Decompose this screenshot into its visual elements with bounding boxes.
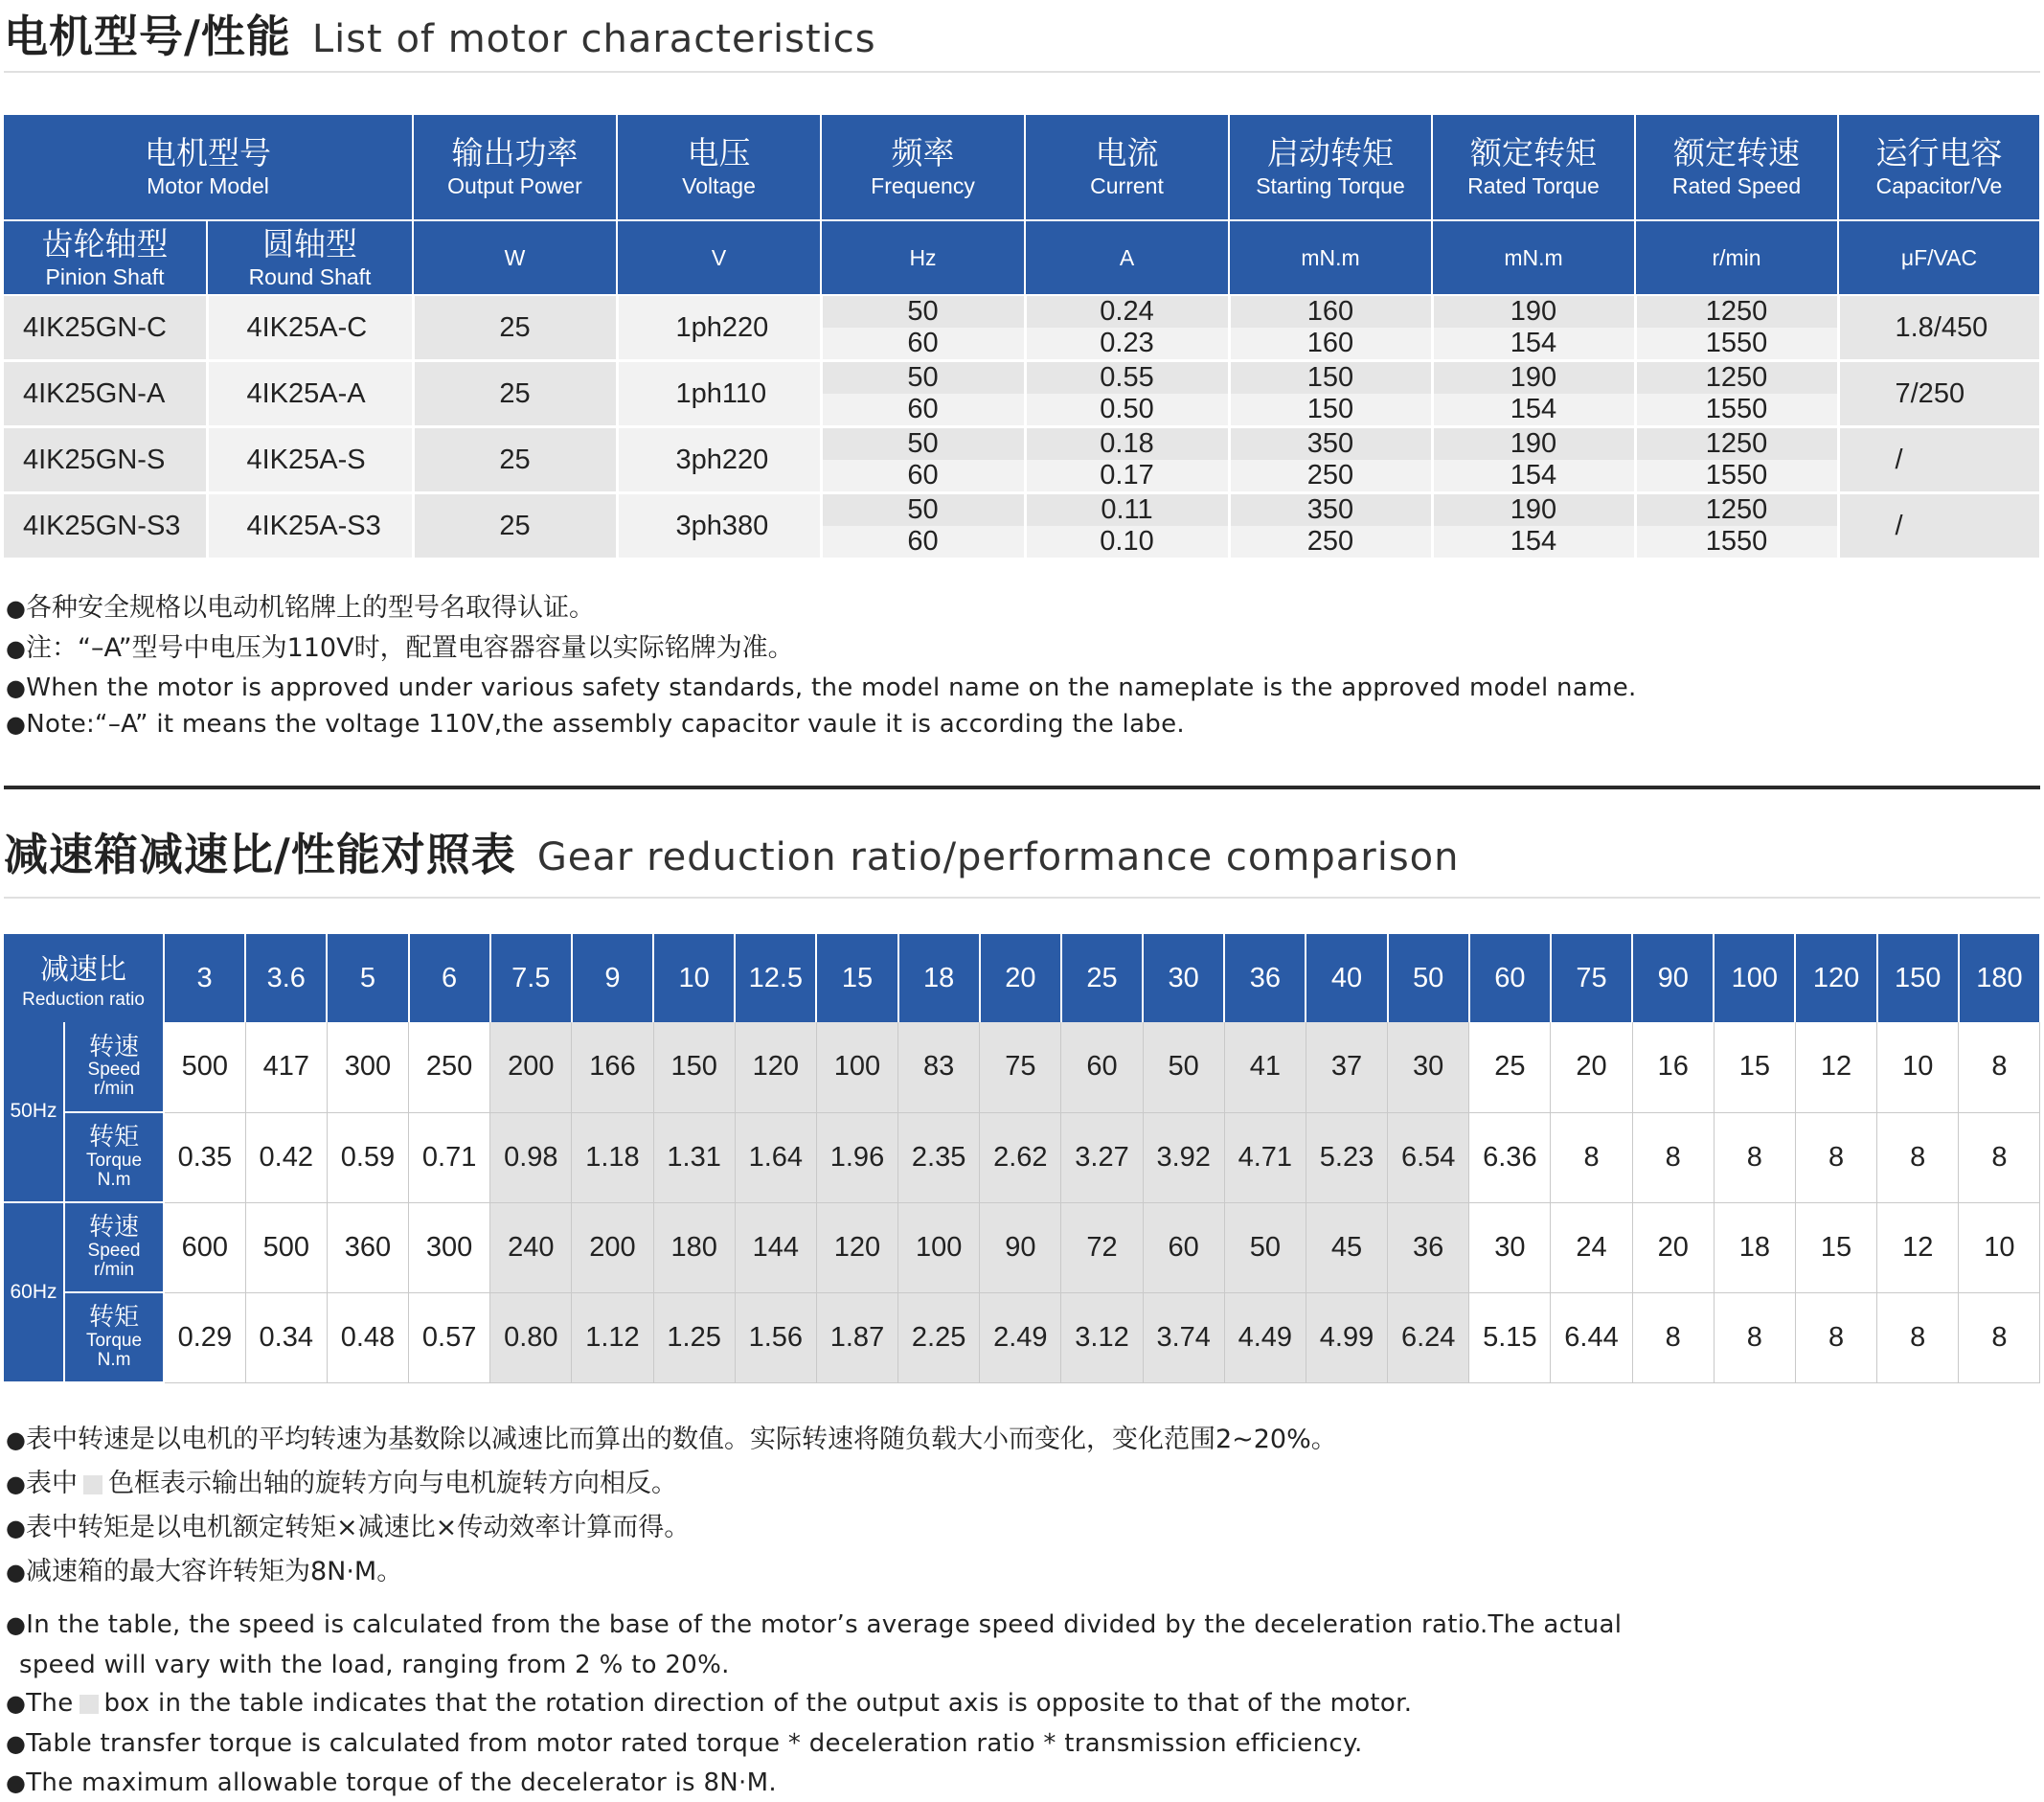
ratio-header: 25	[1061, 934, 1143, 1022]
speed-label	[64, 1022, 164, 1112]
torque-value: 4.99	[1306, 1292, 1387, 1382]
torque-value: 0.57	[409, 1292, 490, 1382]
unit-cell: A	[1025, 220, 1229, 295]
subheader-label-en: Round Shaft	[248, 263, 372, 289]
section2-title-zh: 减速箱减速比/性能对照表	[4, 829, 516, 880]
speed-value: 120	[735, 1022, 816, 1112]
frequency-label: 50Hz	[4, 1022, 64, 1202]
note-zh	[6, 627, 794, 664]
subheader-label-en: Pinion Shaft	[45, 263, 165, 289]
note-text: The	[26, 1689, 74, 1718]
torque-value: 8	[1632, 1292, 1714, 1382]
voltage: 1ph220	[617, 295, 821, 361]
gear-row-50hz-speed	[4, 1022, 2040, 1112]
torque-value: 3.74	[1143, 1292, 1224, 1382]
starting-torque: 150	[1229, 394, 1432, 427]
label-en: Torque	[85, 1150, 143, 1171]
torque-value: 1.31	[653, 1112, 735, 1202]
speed-value: 30	[1469, 1202, 1551, 1292]
speed-value: 83	[898, 1022, 980, 1112]
section2-divider	[4, 897, 2040, 899]
note-text: The maximum allowable torque of the decelerator is 8N·M.	[26, 1768, 777, 1797]
speed-value: 166	[572, 1022, 653, 1112]
torque-value: 8	[1551, 1112, 1632, 1202]
header-label-en: Capacitor/Ve	[1875, 173, 2003, 199]
rated-torque: 190	[1432, 361, 1635, 395]
speed-value: 12	[1877, 1202, 1959, 1292]
speed-value: 10	[1877, 1022, 1959, 1112]
frequency: 60	[821, 460, 1025, 493]
torque-value: 0.48	[327, 1292, 408, 1382]
section1-title-en: List of motor characteristics	[311, 17, 876, 61]
speed-value: 36	[1388, 1202, 1469, 1292]
rated-torque: 190	[1432, 493, 1635, 527]
unit-cell: Hz	[821, 220, 1025, 295]
pinion-shaft-model: 4IK25GN-A	[4, 361, 207, 427]
header-label-zh: 启动转矩	[1267, 134, 1394, 172]
label-unit: r/min	[93, 1259, 135, 1280]
starting-torque: 350	[1229, 493, 1432, 527]
torque-value: 2.25	[898, 1292, 980, 1382]
note-text: In the table, the speed is calculated from the base of the motor’s average speed divided by the deceleration ratio.The actual	[26, 1610, 1623, 1639]
torque-value: 8	[1714, 1292, 1795, 1382]
ratio-header: 50	[1388, 934, 1469, 1022]
bullet-icon: ●	[6, 1471, 26, 1497]
frequency: 50	[821, 427, 1025, 461]
speed-value: 300	[327, 1022, 408, 1112]
ratio-header: 40	[1306, 934, 1387, 1022]
capacitor: /	[1838, 493, 2040, 559]
torque-value: 1.12	[572, 1292, 653, 1382]
ratio-header: 75	[1551, 934, 1632, 1022]
output-power: 25	[413, 427, 617, 493]
torque-value: 3.12	[1061, 1292, 1143, 1382]
frequency: 60	[821, 328, 1025, 361]
header-label-zh: 输出功率	[451, 134, 579, 172]
ratio-header: 7.5	[490, 934, 572, 1022]
ratio-header: 150	[1877, 934, 1959, 1022]
motor-row	[4, 361, 2040, 395]
header-label-en: Voltage	[682, 173, 756, 199]
speed-value: 16	[1632, 1022, 1714, 1112]
section-divider	[4, 786, 2040, 789]
speed-value: 41	[1224, 1022, 1306, 1112]
torque-value: 3.27	[1061, 1112, 1143, 1202]
unit-cell: mN.m	[1229, 220, 1432, 295]
header-label-en: Motor Model	[147, 173, 269, 199]
speed-value: 300	[409, 1202, 490, 1292]
bullet-icon: ●	[6, 1611, 27, 1638]
speed-value: 600	[164, 1202, 245, 1292]
current: 0.10	[1025, 526, 1229, 559]
voltage: 1ph110	[617, 361, 821, 427]
rated-torque: 154	[1432, 394, 1635, 427]
gray-box-swatch	[79, 1695, 99, 1714]
torque-value: 0.59	[327, 1112, 408, 1202]
output-power: 25	[413, 361, 617, 427]
note-text: box in the table indicates that the rotation direction of the output axis is opposite to that of the motor.	[103, 1689, 1413, 1718]
section2-title-en: Gear reduction ratio/performance comparison	[536, 835, 1460, 879]
unit-cell: r/min	[1635, 220, 1838, 295]
note-en	[6, 1610, 1622, 1639]
speed-value: 12	[1795, 1022, 1876, 1112]
header-output-power	[413, 115, 617, 220]
speed-value: 10	[1959, 1202, 2040, 1292]
unit-cell: V	[617, 220, 821, 295]
rated-torque: 190	[1432, 295, 1635, 328]
rated-speed: 1250	[1635, 427, 1838, 461]
label-unit: N.m	[97, 1349, 131, 1370]
rated-torque: 154	[1432, 328, 1635, 361]
header-label-en: Reduction ratio	[22, 990, 145, 1010]
torque-value: 0.34	[245, 1292, 327, 1382]
torque-value: 6.36	[1469, 1112, 1551, 1202]
torque-value: 0.98	[490, 1112, 572, 1202]
ratio-header: 120	[1795, 934, 1876, 1022]
torque-value: 1.64	[735, 1112, 816, 1202]
speed-value: 25	[1469, 1022, 1551, 1112]
note-en	[6, 710, 1185, 739]
speed-value: 20	[1551, 1022, 1632, 1112]
speed-value: 200	[490, 1022, 572, 1112]
round-shaft-model: 4IK25A-S	[207, 427, 413, 493]
section2-title	[4, 820, 1459, 883]
starting-torque: 150	[1229, 361, 1432, 395]
torque-value: 6.54	[1388, 1112, 1469, 1202]
label-zh: 转速	[89, 1213, 140, 1243]
subheader-label-zh: 齿轮轴型	[41, 224, 169, 262]
torque-value: 8	[1959, 1112, 2040, 1202]
header-current	[1025, 115, 1229, 220]
header-label-en: Rated Speed	[1671, 173, 1802, 199]
rated-speed: 1250	[1635, 361, 1838, 395]
torque-value: 1.96	[816, 1112, 897, 1202]
bullet-icon: ●	[6, 635, 26, 662]
rated-speed: 1550	[1635, 328, 1838, 361]
speed-value: 30	[1388, 1022, 1469, 1112]
bullet-icon: ●	[6, 674, 27, 701]
header-label-en: Starting Torque	[1256, 173, 1405, 199]
header-label-en: Output Power	[447, 173, 582, 199]
pinion-shaft-model: 4IK25GN-C	[4, 295, 207, 361]
speed-value: 72	[1061, 1202, 1143, 1292]
current: 0.24	[1025, 295, 1229, 328]
ratio-header: 9	[572, 934, 653, 1022]
note-text: 各种安全规格以电动机铭牌上的型号名取得认证。	[25, 593, 595, 623]
bullet-icon: ●	[6, 1559, 26, 1585]
gear-ratio-table	[4, 934, 2041, 1383]
output-power: 25	[413, 295, 617, 361]
note-text: Table transfer torque is calculated from motor rated torque * deceleration ratio * transmission efficiency.	[26, 1729, 1363, 1758]
speed-value: 144	[735, 1202, 816, 1292]
header-label-zh: 电压	[687, 134, 751, 172]
torque-value: 8	[1714, 1112, 1795, 1202]
speed-value: 180	[653, 1202, 735, 1292]
ratio-header: 30	[1143, 934, 1224, 1022]
voltage: 3ph220	[617, 427, 821, 493]
ratio-header: 6	[409, 934, 490, 1022]
frequency: 50	[821, 295, 1025, 328]
capacitor: /	[1838, 427, 2040, 493]
gear-row-60hz-speed	[4, 1202, 2040, 1292]
unit-cell: mN.m	[1432, 220, 1635, 295]
note-text: When the motor is approved under various safety standards, the model name on the nameplate is the approved model name.	[26, 673, 1637, 702]
starting-torque: 250	[1229, 460, 1432, 493]
rated-torque: 154	[1432, 460, 1635, 493]
label-unit: N.m	[97, 1169, 131, 1190]
motor-row	[4, 427, 2040, 461]
section1-divider	[4, 71, 2040, 73]
speed-value: 240	[490, 1202, 572, 1292]
speed-value: 200	[572, 1202, 653, 1292]
note-text: 表中	[25, 1469, 78, 1498]
note-zh	[6, 1418, 1337, 1455]
torque-value: 4.49	[1224, 1292, 1306, 1382]
torque-value: 1.25	[653, 1292, 735, 1382]
speed-value: 24	[1551, 1202, 1632, 1292]
header-label-zh: 电机型号	[145, 134, 271, 172]
frequency-label: 60Hz	[4, 1202, 64, 1382]
torque-value: 2.49	[980, 1292, 1061, 1382]
torque-label	[64, 1292, 164, 1382]
note-en	[6, 673, 1637, 702]
header-voltage	[617, 115, 821, 220]
ratio-header: 10	[653, 934, 735, 1022]
current: 0.55	[1025, 361, 1229, 395]
frequency: 50	[821, 493, 1025, 527]
frequency: 60	[821, 394, 1025, 427]
note-text: Note:“–A” it means the voltage 110V,the assembly capacitor vaule it is according the labe.	[26, 710, 1185, 739]
ratio-header: 18	[898, 934, 980, 1022]
label-zh: 转矩	[89, 1303, 140, 1333]
pinion-shaft-model: 4IK25GN-S3	[4, 493, 207, 559]
header-label-en: Current	[1090, 173, 1164, 199]
header-rated-speed	[1635, 115, 1838, 220]
starting-torque: 160	[1229, 328, 1432, 361]
rated-torque: 154	[1432, 526, 1635, 559]
ratio-header: 5	[327, 934, 408, 1022]
subheader-pinion-shaft	[4, 220, 207, 295]
label-en: Torque	[85, 1330, 143, 1351]
header-label-zh: 频率	[891, 134, 955, 172]
label-unit: r/min	[93, 1079, 135, 1100]
torque-value: 4.71	[1224, 1112, 1306, 1202]
header-label-en: Frequency	[871, 173, 975, 199]
note-text: 注：“–A”型号中电压为110V时，配置电容器容量以实际铭牌为准。	[25, 633, 794, 663]
speed-value: 45	[1306, 1202, 1387, 1292]
speed-value: 15	[1714, 1022, 1795, 1112]
unit-cell: μF/VAC	[1838, 220, 2040, 295]
note-en-continued: speed will vary with the load, ranging from 2 % to 20%.	[19, 1651, 730, 1679]
header-label-zh: 电流	[1095, 134, 1159, 172]
motor-row	[4, 295, 2040, 328]
speed-value: 150	[653, 1022, 735, 1112]
torque-value: 0.80	[490, 1292, 572, 1382]
note-text: 表中转速是以电机的平均转速为基数除以减速比而算出的数值。实际转速将随负载大小而变化，变化范围2~20%。	[25, 1425, 1337, 1454]
capacitor: 1.8/450	[1838, 295, 2040, 361]
bullet-icon: ●	[6, 595, 26, 622]
torque-value: 0.42	[245, 1112, 327, 1202]
bullet-icon: ●	[6, 1730, 27, 1757]
current: 0.23	[1025, 328, 1229, 361]
header-label-zh: 额定转矩	[1470, 134, 1597, 172]
torque-label	[64, 1112, 164, 1202]
header-label-zh: 减速比	[40, 953, 126, 987]
speed-value: 18	[1714, 1202, 1795, 1292]
speed-value: 60	[1143, 1202, 1224, 1292]
ratio-header: 20	[980, 934, 1061, 1022]
note-text: 色框表示输出轴的旋转方向与电机旋转方向相反。	[107, 1469, 677, 1498]
frequency: 50	[821, 361, 1025, 395]
note-en	[6, 1689, 1412, 1718]
torque-value: 2.62	[980, 1112, 1061, 1202]
current: 0.50	[1025, 394, 1229, 427]
bullet-icon: ●	[6, 1690, 27, 1717]
speed-value: 500	[164, 1022, 245, 1112]
round-shaft-model: 4IK25A-S3	[207, 493, 413, 559]
torque-value: 8	[1959, 1292, 2040, 1382]
torque-value: 8	[1877, 1112, 1959, 1202]
ratio-header: 36	[1224, 934, 1306, 1022]
speed-value: 100	[898, 1202, 980, 1292]
rated-speed: 1550	[1635, 460, 1838, 493]
note-zh	[6, 1506, 690, 1543]
speed-label	[64, 1202, 164, 1292]
label-en: Speed	[87, 1060, 141, 1081]
subheader-round-shaft	[207, 220, 413, 295]
current: 0.17	[1025, 460, 1229, 493]
label-zh: 转矩	[89, 1123, 140, 1152]
rated-speed: 1250	[1635, 493, 1838, 527]
ratio-header: 100	[1714, 934, 1795, 1022]
ratio-header: 12.5	[735, 934, 816, 1022]
rated-torque: 190	[1432, 427, 1635, 461]
round-shaft-model: 4IK25A-C	[207, 295, 413, 361]
bullet-icon: ●	[6, 1769, 27, 1796]
header-starting-torque	[1229, 115, 1432, 220]
subheader-label-zh: 圆轴型	[262, 224, 357, 262]
speed-value: 120	[816, 1202, 897, 1292]
note-text: 表中转矩是以电机额定转矩×减速比×传动效率计算而得。	[25, 1513, 691, 1542]
speed-value: 500	[245, 1202, 327, 1292]
speed-value: 15	[1795, 1202, 1876, 1292]
torque-value: 8	[1632, 1112, 1714, 1202]
gray-box-swatch	[83, 1475, 102, 1494]
header-motor-model	[4, 115, 413, 220]
header-rated-torque	[1432, 115, 1635, 220]
gear-row-50hz-torque	[4, 1112, 2040, 1202]
note-text: 减速箱的最大容许转矩为8N·M。	[25, 1557, 403, 1586]
torque-value: 8	[1795, 1112, 1876, 1202]
capacitor: 7/250	[1838, 361, 2040, 427]
speed-value: 417	[245, 1022, 327, 1112]
torque-value: 8	[1795, 1292, 1876, 1382]
torque-value: 1.56	[735, 1292, 816, 1382]
torque-value: 1.87	[816, 1292, 897, 1382]
speed-value: 50	[1224, 1202, 1306, 1292]
reduction-ratio-header	[4, 934, 164, 1022]
round-shaft-model: 4IK25A-A	[207, 361, 413, 427]
unit-cell: W	[413, 220, 617, 295]
note-zh	[6, 586, 595, 624]
output-power: 25	[413, 493, 617, 559]
speed-value: 20	[1632, 1202, 1714, 1292]
torque-value: 8	[1877, 1292, 1959, 1382]
speed-value: 100	[816, 1022, 897, 1112]
torque-value: 6.44	[1551, 1292, 1632, 1382]
header-frequency	[821, 115, 1025, 220]
torque-value: 3.92	[1143, 1112, 1224, 1202]
starting-torque: 250	[1229, 526, 1432, 559]
label-zh: 转速	[89, 1032, 140, 1061]
speed-value: 250	[409, 1022, 490, 1112]
section1-title-zh: 电机型号/性能	[4, 11, 291, 62]
torque-value: 5.23	[1306, 1112, 1387, 1202]
ratio-header: 180	[1959, 934, 2040, 1022]
note-zh	[6, 1462, 677, 1499]
section1-title	[4, 2, 876, 65]
motor-row	[4, 493, 2040, 527]
bullet-icon: ●	[6, 711, 27, 738]
speed-value: 75	[980, 1022, 1061, 1112]
frequency: 60	[821, 526, 1025, 559]
torque-value: 1.18	[572, 1112, 653, 1202]
label-en: Speed	[87, 1240, 141, 1261]
voltage: 3ph380	[617, 493, 821, 559]
speed-value: 37	[1306, 1022, 1387, 1112]
ratio-header: 60	[1469, 934, 1551, 1022]
rated-speed: 1550	[1635, 394, 1838, 427]
note-en	[6, 1768, 777, 1797]
rated-speed: 1250	[1635, 295, 1838, 328]
bullet-icon: ●	[6, 1515, 26, 1541]
starting-torque: 160	[1229, 295, 1432, 328]
speed-value: 90	[980, 1202, 1061, 1292]
speed-value: 8	[1959, 1022, 2040, 1112]
current: 0.18	[1025, 427, 1229, 461]
torque-value: 6.24	[1388, 1292, 1469, 1382]
header-label-en: Rated Torque	[1467, 173, 1600, 199]
ratio-header: 15	[816, 934, 897, 1022]
torque-value: 0.35	[164, 1112, 245, 1202]
torque-value: 0.71	[409, 1112, 490, 1202]
torque-value: 5.15	[1469, 1292, 1551, 1382]
note-zh	[6, 1550, 402, 1587]
speed-value: 60	[1061, 1022, 1143, 1112]
motor-characteristics-table	[4, 115, 2042, 560]
speed-value: 360	[327, 1202, 408, 1292]
speed-value: 50	[1143, 1022, 1224, 1112]
gear-row-60hz-torque	[4, 1292, 2040, 1382]
ratio-header: 90	[1632, 934, 1714, 1022]
bullet-icon: ●	[6, 1426, 26, 1453]
torque-value: 2.35	[898, 1112, 980, 1202]
pinion-shaft-model: 4IK25GN-S	[4, 427, 207, 493]
rated-speed: 1550	[1635, 526, 1838, 559]
ratio-header: 3.6	[245, 934, 327, 1022]
header-capacitor-ve	[1838, 115, 2040, 220]
ratio-header: 3	[164, 934, 245, 1022]
torque-value: 0.29	[164, 1292, 245, 1382]
starting-torque: 350	[1229, 427, 1432, 461]
current: 0.11	[1025, 493, 1229, 527]
header-label-zh: 额定转速	[1673, 134, 1800, 172]
header-label-zh: 运行电容	[1875, 134, 2003, 172]
note-en	[6, 1729, 1363, 1758]
